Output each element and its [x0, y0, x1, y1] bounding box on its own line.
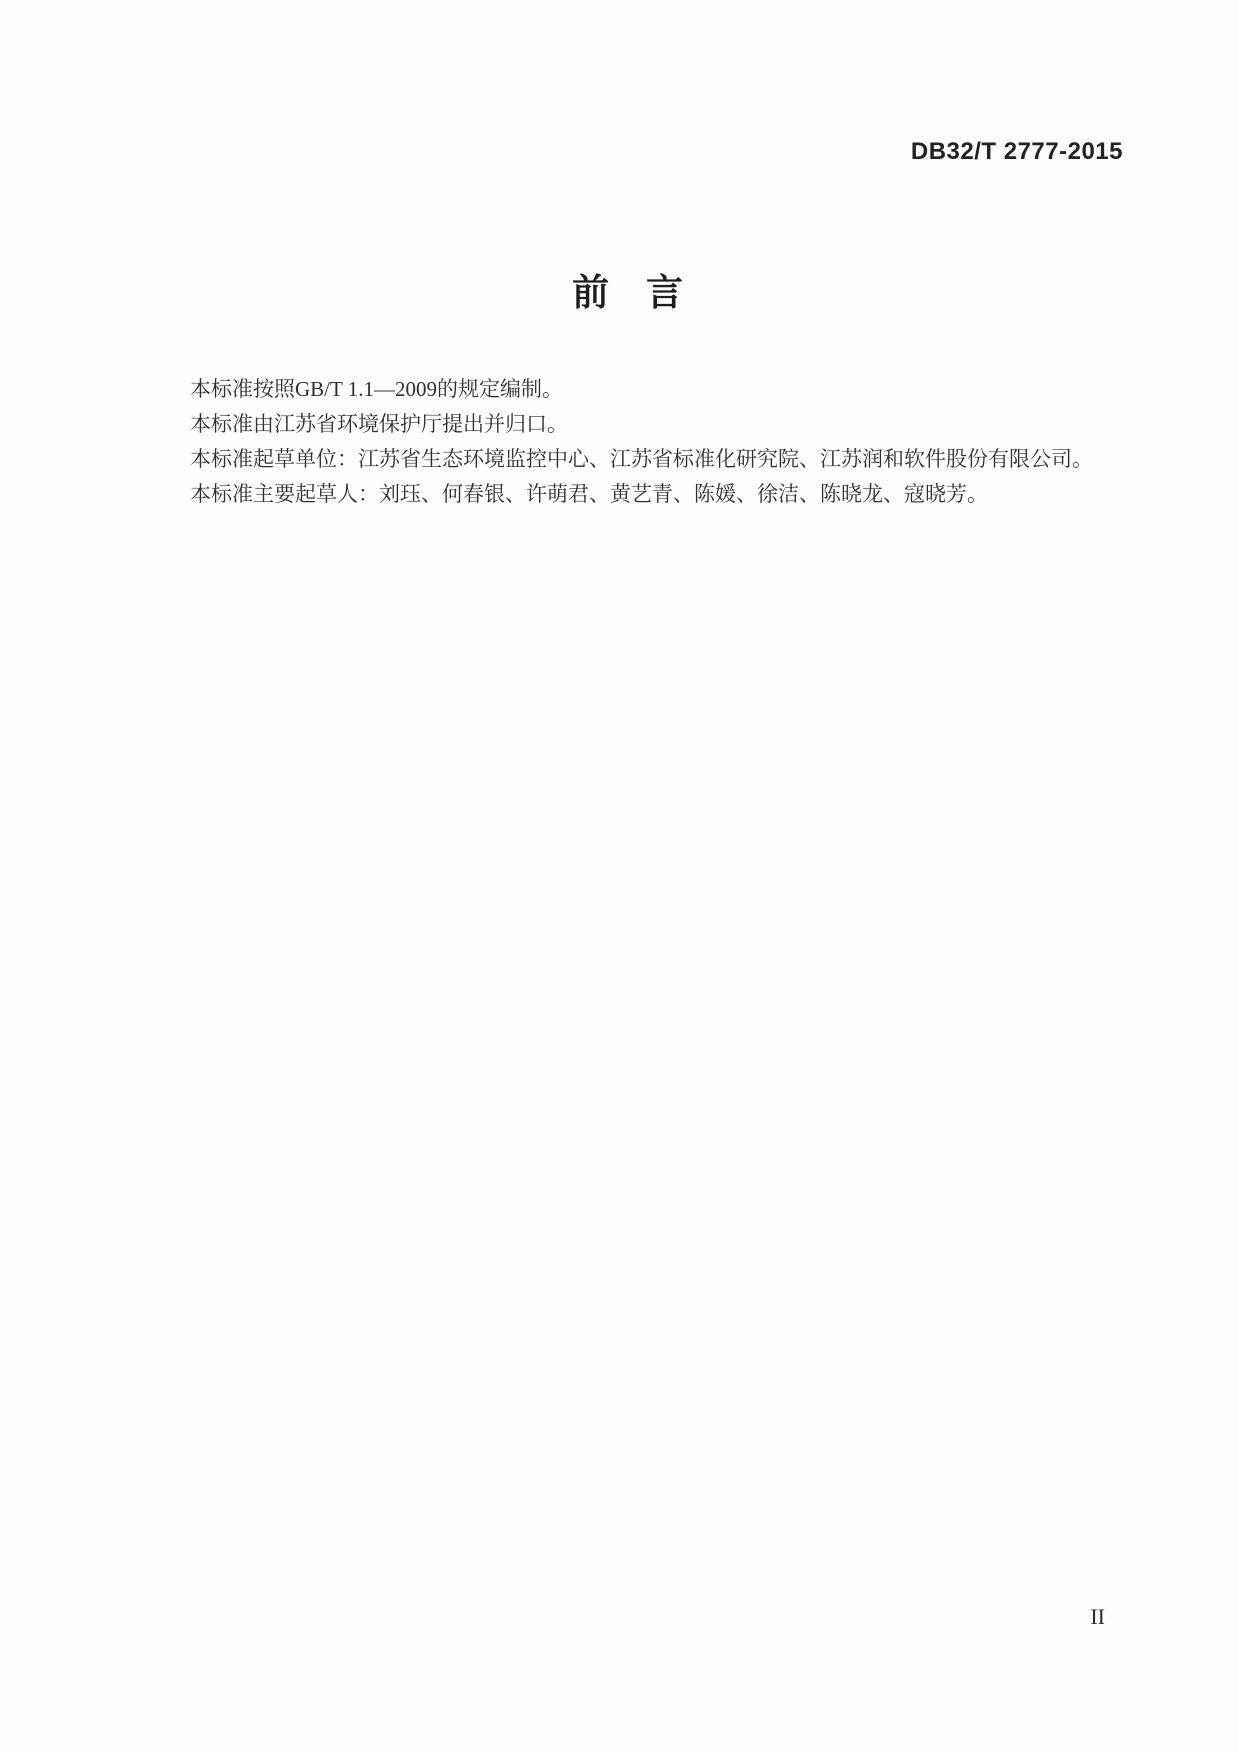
page-number: II — [1090, 1604, 1105, 1629]
paragraph-drafting-organizations: 本标准起草单位：江苏省生态环境监控中心、江苏省标准化研究院、江苏润和软件股份有限公司。 — [190, 447, 1093, 471]
paragraph-compilation-basis: 本标准按照GB/T 1.1—2009的规定编制。 — [190, 377, 563, 401]
foreword-body — [138, 372, 1169, 512]
page-title: 前 言 — [572, 272, 683, 313]
paragraph-main-drafters: 本标准主要起草人：刘珏、何春银、许萌君、黄艺青、陈媛、徐洁、陈晓龙、寇晓芳。 — [190, 482, 988, 506]
paragraph-proposing-authority: 本标准由江苏省环境保护厅提出并归口。 — [190, 412, 568, 436]
standard-code-header: DB32/T 2777-2015 — [910, 138, 1123, 165]
